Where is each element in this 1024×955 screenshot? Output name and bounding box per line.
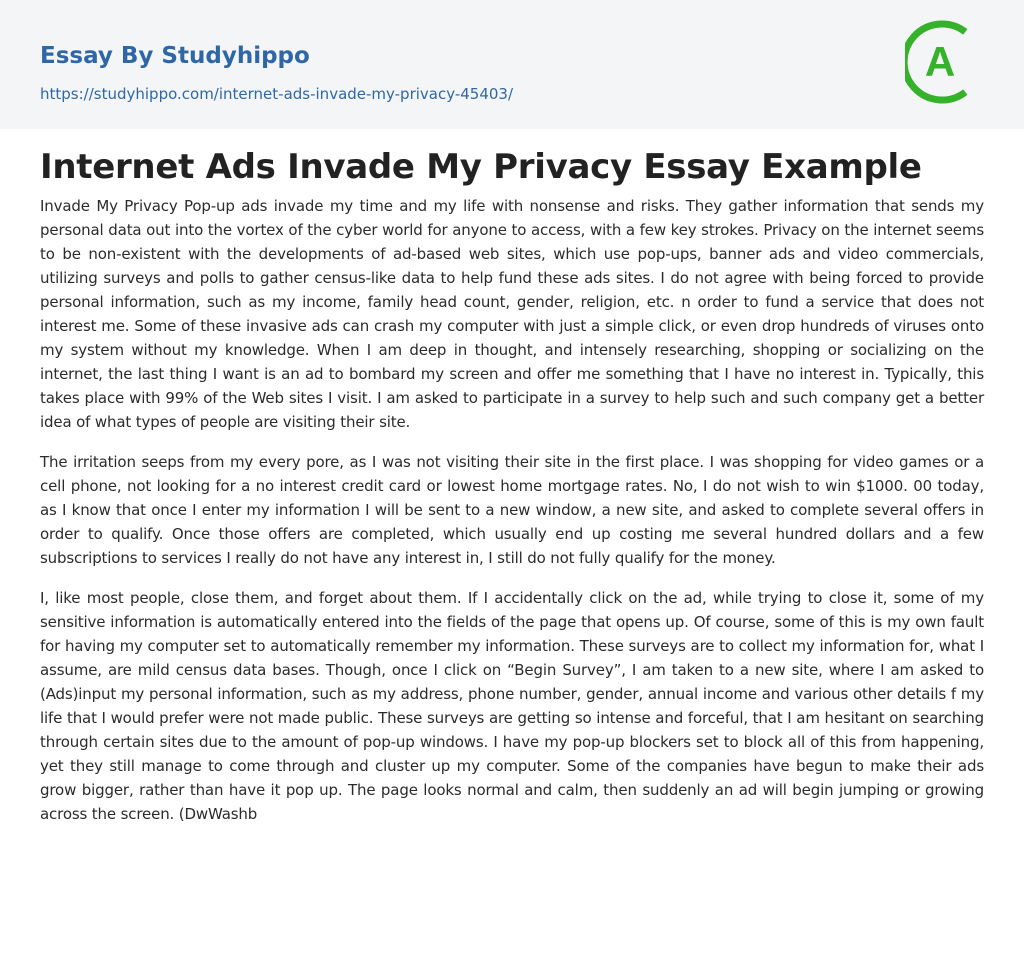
essay-paragraph: Invade My Privacy Pop-up ads invade my time and my life with nonsense and risks. They gather information that sends my personal data out into the vortex of the cyber world for anyone to access, with a few key strokes. Privacy on the internet seems to be non-existent with the developments of ad-based web sites, which use pop-ups, banner ads and video commercials, utilizing surveys and polls to gather census-like data to help fund these ads sites. I do not agree with being forced to provide personal information, such as my income, family head count, gender, religion, etc. n order to fund a service that does not interest me. Some of these invasive ads can crash my computer with just a simple click, or even drop hundreds of viruses onto my system without my knowledge. When I am deep in thought, and intensely researching, shopping or socializing on the internet, the last thing I want is an ad to bombard my screen and offer me something that I have no interest in. Typically, this takes place with 99% of the Web sites I visit. I am asked to participate in a survey to help such and such company get a better idea of what types of people are visiting their site. bbox=[40, 197, 984, 431]
essay-paragraph: The irritation seeps from my every pore, as I was not visiting their site in the first place. I was shopping for video games or a cell phone, not looking for a no interest credit card or lowest home mortgage rates. No, I do not wish to win $1000. 00 today, as I know that once I enter my information I will be sent to a new window, a new site, and asked to complete several offers in order to qualify. Once those offers are completed, which usually end up costing me several hundred dollars and a few subscriptions to services I really do not have any interest in, I still do not fully qualify for the money. bbox=[40, 453, 984, 567]
studyhippo-logo-icon[interactable] bbox=[905, 18, 989, 106]
source-url-link[interactable]: https://studyhippo.com/internet-ads-invade-my-privacy-45403/ bbox=[40, 85, 514, 103]
page-title: Internet Ads Invade My Privacy Essay Example bbox=[40, 147, 922, 187]
essay-body bbox=[40, 194, 984, 842]
essay-paragraph: I, like most people, close them, and forget about them. If I accidentally click on the ad, while trying to close it, some of my sensitive information is automatically entered into the fields of the page that opens up. Of course, some of this is my own fault for having my computer set to automatically remember my information. These surveys are to collect my information for, what I assume, are mild census data bases. Though, once I click on “Begin Survey”, I am taken to a new site, where I am asked to (Ads)input my personal information, such as my address, phone number, gender, annual income and various other details f my life that I would prefer were not made public. These surveys are getting so intense and forceful, that I am hesitant on searching through certain sites due to the amount of pop-up windows. I have my pop-up blockers set to block all of this from happening, yet they still manage to come through and cluster up my computer. Some of the companies have begun to make their ads grow bigger, rather than have it pop up. The page looks normal and calm, then suddenly an ad will begin jumping or growing across the screen. (DwWashb bbox=[40, 589, 984, 823]
logo-letter: A bbox=[924, 38, 956, 85]
site-header bbox=[0, 0, 1024, 129]
brand-title[interactable]: Essay By Studyhippo bbox=[40, 43, 310, 69]
